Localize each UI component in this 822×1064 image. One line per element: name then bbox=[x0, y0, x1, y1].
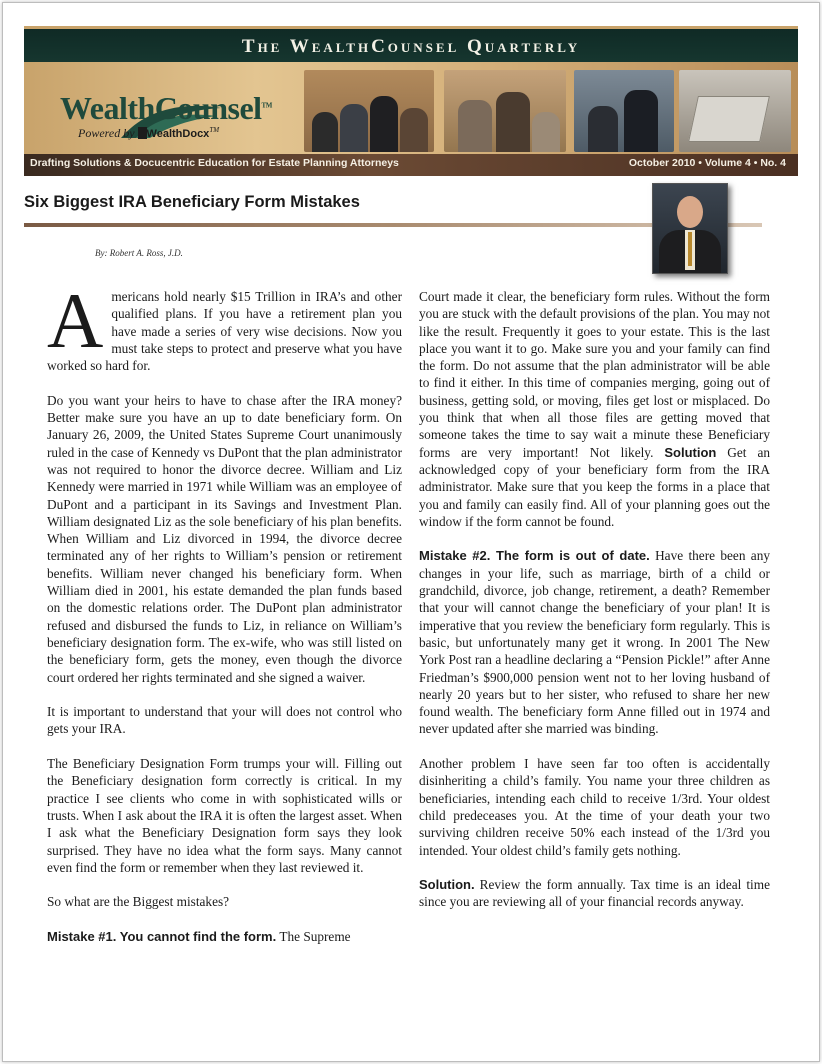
article-column-right bbox=[419, 288, 770, 928]
article-title: Six Biggest IRA Beneficiary Form Mistakes bbox=[24, 193, 360, 211]
paragraph: Another problem I have seen far too often is accidentally disinheriting a child’s family. You name your three children as beneficiaries, intending each child to receive 1/3rd. Your oldest child predeceases you. At the time of your death your two surviving children receive 50% each instead of the 1/3rd you intended. Your oldest child’s family gets nothing. bbox=[419, 756, 770, 858]
masthead-title-bar bbox=[24, 26, 798, 62]
logo-wordmark: WealthCounsel™ bbox=[60, 90, 272, 126]
masthead bbox=[24, 26, 798, 176]
solution-2-body: Solution. Review the form annually. Tax time is an ideal time since you are reviewing all of your financial records anyway. bbox=[419, 877, 770, 910]
team-photo bbox=[304, 70, 434, 152]
laptop-photo bbox=[679, 70, 791, 152]
mistake-1-body: Court made it clear, the beneficiary form rules. Without the form you are stuck with the default provisions of the plan. You may not like the result. Frequently it goes to your estate. This is the last place you want it to go. Make sure you and your family can find the form. Do not assume that the plan administrator will be able to find it either. In this time of companies merging, going out of business, getting sold, or moving, files get lost or misplaced. Do you think that when all those files are getting moved that someone takes the time to say wait a minute these Beneficiary forms are very important! Not likely. Solution Get an acknowledged copy of your beneficiary form from the IRA administrator. Make sure that you keep the forms in a place that you and family can easily find. All of your planning goes out the window if the form cannot be found. bbox=[419, 289, 770, 529]
solution-2-heading: Solution. bbox=[419, 877, 475, 893]
mistake-1-heading: Mistake #1. You cannot find the form. bbox=[47, 928, 277, 944]
masthead-tagline: Drafting Solutions & Docucentric Education for Estate Planning Attorneys bbox=[30, 157, 399, 169]
mistake-2-body: Mistake #2. The form is out of date. Have there been any changes in your life, such as marriage, birth of a child or grandchild, divorce, job change, retirement, a death? Remember that your will cannot change the beneficiary of your plan! It is imperative that you review the beneficiary form regularly. This is basic, but unfortunately many get it wrong. In 2001 The New York Post ran a headline declaring a “Pension Pickle!” after Anne Friedman’s $900,000 pension went not to her loving husband of nearly 20 years but to her sister, who refused to share her new found wealth. The beneficiary form Anne filled out in 1974 and never updated after she married was binding. bbox=[419, 548, 770, 737]
paragraph: It is important to understand that your will does not control who gets your IRA. bbox=[47, 704, 402, 737]
issue-info: October 2010 • Volume 4 • No. 4 bbox=[628, 157, 786, 169]
family-photo bbox=[444, 70, 566, 152]
article-column-left bbox=[47, 277, 402, 963]
drop-cap: A bbox=[47, 277, 104, 364]
solution-1-heading: Solution bbox=[664, 444, 717, 460]
paragraph: Do you want your heirs to have to chase after the IRA money? Better make sure you have an up to date beneficiary form. On January 26, 2009, the United States Supreme Court unanimously ruled in the case of Kennedy vs DuPont that the plan administrator was not required to honor the divorce decree. William and Liz Kennedy were married in 1971 while William was an employee of DuPont and a participant in its Savings and Investment Plan. William designated Liz as the sole beneficiary of his plan benefits. When William and Liz divorced in 1994, the divorce decree terminated any of her rights to William’s pension or retirement benefits. William never changed his beneficiary form. When William died in 2001, his estate demanded the plan funds based on the domestic relations order. The DuPont plan administrator refused and disbursed the funds to Liz, in reliance on William’s beneficiary designation form. The ex-wife, who was still listed on the beneficiary form, gets the money, even though the divorce court ordered her rights terminated and she signed a waiver. bbox=[47, 392, 402, 685]
mistake-2-heading: Mistake #2. The form is out of date. bbox=[419, 548, 650, 564]
intro-paragraph: Americans hold nearly $15 Trillion in IRA’s and other qualified plans. If you have a retirement plan you have made a series of very wise decisions. Now you must take steps to protect and preserve what you have worked so hard for. bbox=[47, 277, 402, 374]
author-photo bbox=[652, 183, 728, 274]
paragraph: The Beneficiary Designation Form trumps your will. Filling out the Beneficiary designation form correctly is critical. In my practice I see clients who come in with sophisticated wills or trusts. When I ask about the IRA it is often the largest asset. When I ask what the Beneficiary Designation form says they look surprised. They have no idea what the form says. Many cannot even find the form or remember when they last reviewed it. bbox=[47, 756, 402, 875]
newsletter-title: The WealthCounsel Quarterly bbox=[241, 36, 581, 57]
wealthdocx-icon bbox=[138, 127, 147, 139]
paragraph: So what are the Biggest mistakes? bbox=[47, 894, 230, 910]
byline: By: Robert A. Ross, J.D. bbox=[95, 248, 183, 258]
powered-by-label: Powered by WealthDocx™ bbox=[78, 126, 220, 140]
business-photo bbox=[574, 70, 674, 152]
mistake-1-start: Mistake #1. You cannot find the form. The Supreme bbox=[47, 928, 351, 944]
